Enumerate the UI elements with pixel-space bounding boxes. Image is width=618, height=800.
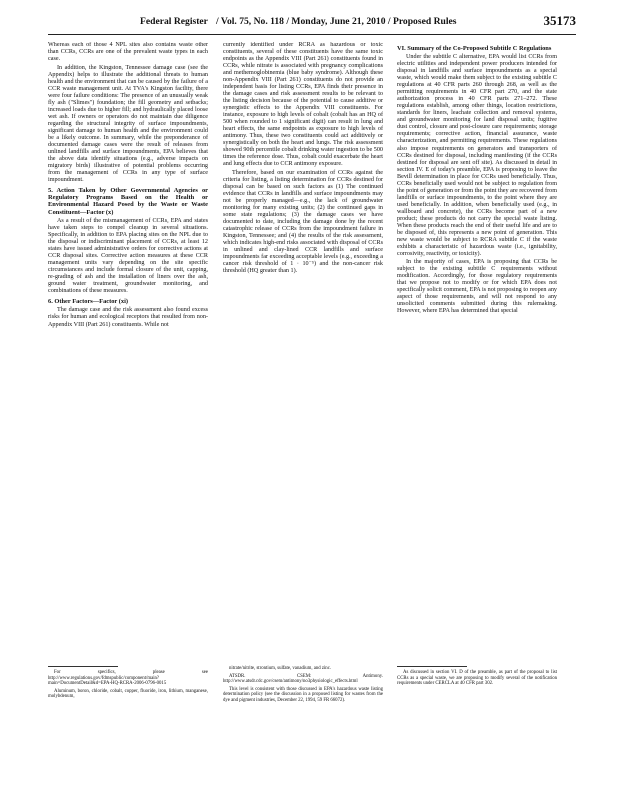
paragraph: Whereas each of those 4 NPL sites also contains waste other than CCRs, CCRs are one of the prevalent waste types in each case. [48, 42, 208, 63]
paragraph: The damage case and the risk assessment also found excess risks for human and ecological receptors that resulted from non-Appendix VIII (Part 261) constituents. While not [48, 307, 208, 328]
section-heading: VI. Summary of the Co-Proposed Subtitle C Regulations [397, 45, 552, 52]
paragraph: currently identified under RCRA as hazardous or toxic constituents, several of these constituents have the same toxic endpoints as the Appendix VIII (Part 261) constituents found in CCRs, while nitrate is associated with pregnancy complications and methemoglobinemia (blue baby syndrome). Although these non-Appendix VIII (Part 261) constituents do not provide an independent basis for listing CCRs, EPA finds their presence in the damage cases and risk assessment results to be relevant to the listing decision because of the potential to cause additive or synergistic effects to the Appendix VIII constituents. For instance, exposure to high levels of cobalt (cobalt has an HQ of 500 when rounded to 1 significant digit) can result in lung and heart effects, the same endpoints as exposure to high levels of antimony. Thus, these two constituents could act additively or synergistically on both the heart and lungs. The risk assessment showed 90th percentile cobalt drinking water ingestion to be 500 times the reference dose. Thus, cobalt could exacerbate the heart and lung effects due to CCR antimony exposure. [223, 42, 383, 168]
paragraph: As a result of the mismanagement of CCRs, EPA and states have taken steps to compel cleanup in several situations. Specifically, in addition to EPA placing sites on the NPL due to the disposal or indiscriminant placement of CCRs, at least 12 states have issued administrative orders for corrective actions at CCR disposal sites. Corrective action measures at these CCR management units vary depending on the site specific circumstances and include formal closure of the unit, capping, re-grading of ash and the installation of liners over the ash, ground water treatment, groundwater monitoring, and combinations of these measures. [48, 218, 208, 295]
journal-title: Federal Register [140, 16, 208, 27]
section-heading: 5. Action Taken by Other Governmental Agencies or Regulatory Programs Based on the Health or Environmental Hazard Posed by the Waste or Waste Constituent—Factor (x) [48, 186, 208, 216]
footnote: nitrate/nitrite, strontium, sulfate, vanadium, and zinc. [229, 666, 332, 671]
footnotes-column-3 [397, 666, 557, 689]
footnote-rule [397, 666, 467, 667]
paragraph: Under the subtitle C alternative, EPA would list CCRs from electric utilities and independent power producers intended for disposal in landfills and surface impoundments as a special waste, which would make them subject to the existing subtitle C regulations at 40 CFR parts 260 through 268, as well as the permitting requirements in 40 CFR part 270, and the state authorization process in 40 CFR parts 271–272. These regulations establish, among other things, location restrictions, standards for liners, leachate collection and removal systems, and groundwater monitoring for land disposal units; fugitive dust control, closure and post-closure care requirements; storage requirements; corrective action, financial assurance, waste characterization, and permitting requirements. These regulations also impose requirements on generators and transporters of CCRs destined for disposal, including manifesting (if the CCRs destined for disposal are sent off site). As discussed in detail in section IV. E of today's preamble, EPA is proposing to leave the Bevill determination in place for CCRs used beneficially. Thus, CCRs beneficially used would not be subject to regulation from the point of generation or from the point they are recovered from landfills or surface impoundments, to the point where they are used beneficially. In addition, when beneficially used (e.g., in wallboard and concrete), the CCRs become part of a new product; these products do not carry the special waste listing. When these products reach the end of their useful life and are to be disposed of, this represents a new point of generation. This new waste would be subject to RCRA subtitle C if the waste exhibits a characteristic of hazardous waste (i.e., ignitability, corrosivity, reactivity, or toxicity). [397, 54, 557, 257]
footnote: For specifics, please see http://www.regulations.gov/fdmspublic/component/main?main=DocumentDetail&d=EPA-HQ-RCRA-2006-0796-0015 [48, 670, 208, 687]
footnote: Aluminum, boron, chloride, cobalt, copper, fluoride, iron, lithium, manganese, molybdenum, [48, 688, 208, 700]
header-rule [48, 34, 576, 35]
footnotes-column-2 [223, 666, 383, 706]
column-1 [48, 42, 208, 767]
page-number: 35173 [543, 13, 576, 28]
footnotes-column-1 [48, 666, 208, 702]
paragraph: In addition, the Kingston, Tennessee damage case (see the Appendix) helps to illustrate the additional threats to human health and the environment that can be caused by the failure of a CCR waste management unit. At TVA's Kingston facility, there were four failure conditions: The presence of an unusually weak fly ash ("Slimes") foundation; the fill geometry and setbacks; increased loads due to higher fill; and hydraulically placed loose wet ash. If owners or operators do not maintain due diligence regarding the structural integrity of surface impoundments, significant damage to human health and the environment could be a likely outcome. In summary, while the preponderance of documented damage cases were the result of releases from unlined landfills and surface impoundments, EPA believes that the above data identify situations (e.g., adverse impacts on migratory birds) illustrative of potential problems occurring from the management of CCRs in any type of surface impoundment. [48, 64, 208, 183]
footnote-rule [48, 666, 118, 667]
running-header [48, 12, 576, 32]
column-3 [397, 42, 557, 767]
section-heading: 6. Other Factors—Factor (xi) [48, 298, 128, 306]
paragraph: Therefore, based on our examination of CCRs against the criteria for listing, a listing determination for CCRs destined for disposal can be based on such factors as (1) The continued evidence that CCRs in landfills and surface impoundments may not be properly managed—e.g., the lack of groundwater monitoring for many existing units; (2) the continued gaps in some state regulations; (3) the damage cases we have documented to date, including the damage done by the recent catastrophic release of CCRs from the impoundment failure in Kingston, Tennessee; and (4) the results of the risk assessment, which indicates high-end risks associated with disposal of CCRs in unlined and clay-lined CCR landfills and surface impoundments far exceeding acceptable levels (e.g., exceeding a cancer risk threshold of 1 · 10⁻⁵) and the non-cancer risk threshold (HQ greater than 1). [223, 169, 383, 274]
footnote: As discussed in section VI. D of the preamble, as part of the proposal to list CCRs as a special waste, we are proposing to modify several of the notification requirements under CERCLA at 40 CFR part 302. [397, 670, 557, 687]
column-2 [223, 42, 383, 767]
footnote: This level is consistent with those discussed in EPA's hazardous waste listing determination policy (see the discussion in a proposed listing for wastes from the dye and pigment industries, December 22, 1994, 59 FR 66072). [223, 686, 383, 703]
paragraph: In the majority of cases, EPA is proposing that CCRs be subject to the existing subtitle C requirements without modification. Accordingly, for those regulatory requirements that we propose not to modify or for which EPA does not specifically solicit comment, EPA is not proposing to reopen any aspect of those requirements, and will not respond to any unsolicited comments submitted during this rulemaking. However, where EPA has determined that special [397, 259, 557, 315]
issue-info: / Vol. 75, No. 118 / Monday, June 21, 2010 / Proposed Rules [216, 16, 457, 27]
footnote: ATSDR. CSEM: Antimony. http://www.atsdr.cdc.gov/csem/antimony/no3physiologic_effects.html [223, 673, 383, 685]
